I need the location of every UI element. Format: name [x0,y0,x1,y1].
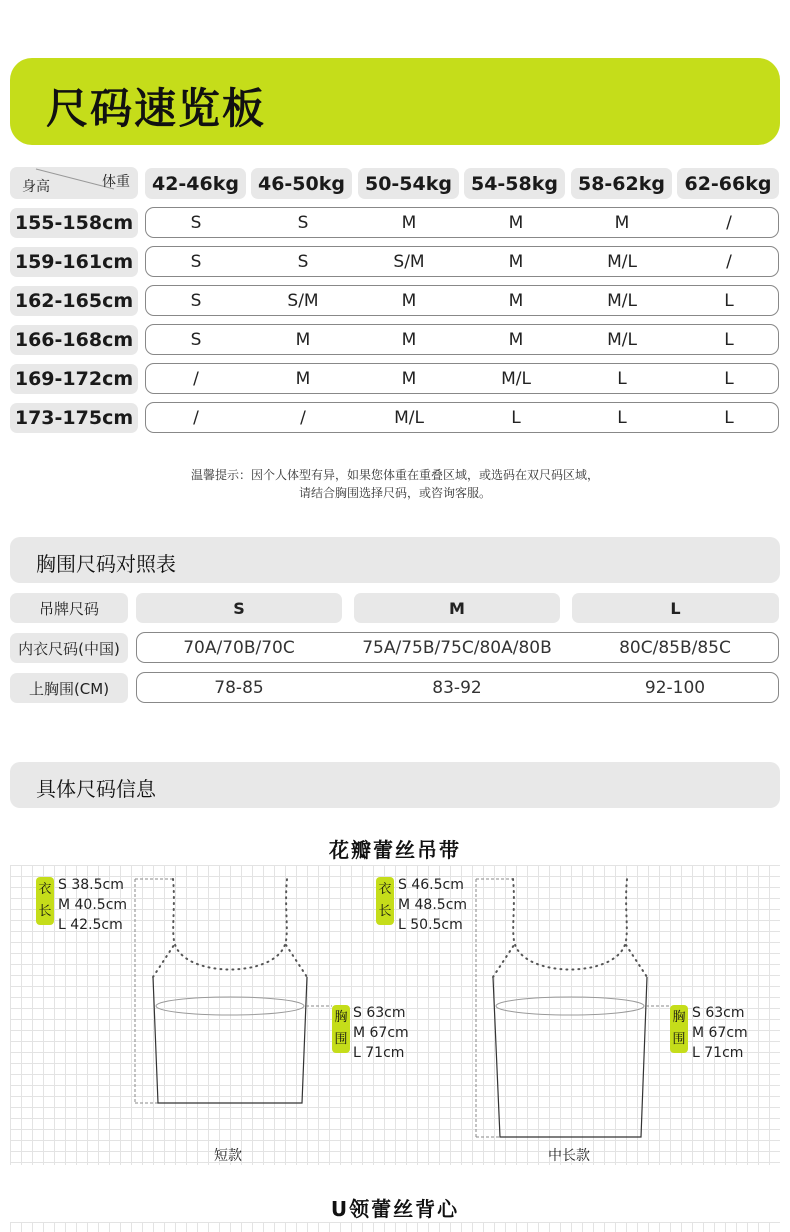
size-cell: M/L [607,291,637,311]
bust-label: 上胸围(CM) [10,673,128,703]
size-cell: M [614,213,630,233]
bust-tag [670,1005,688,1053]
header-banner [10,58,780,145]
size-cell: L [724,369,734,389]
size-cell: L [511,408,521,428]
page-title: 尺码速览板 [46,84,267,133]
product-title: U领蕾丝背心 [330,1197,460,1221]
bust-measurements [692,1003,748,1063]
size-cell: S [190,291,202,311]
weight-header: 50-54kg [358,168,459,199]
table-corner-header [10,167,138,199]
size-cell: M/L [607,252,637,272]
mid-style-caption: 中长款 [548,1148,590,1164]
bust-value-m: 83-92 [432,678,482,698]
height-label: 162-165cm [10,286,138,316]
size-cell: S [297,252,309,272]
tag-size-m: M [354,593,560,623]
size-cell: M/L [607,330,637,350]
tag-size-label: 吊牌尺码 [10,593,128,623]
tag-size-s: S [136,593,342,623]
size-cell: S [190,213,202,233]
size-cell: M [295,330,311,350]
detail-section-title: 具体尺码信息 [36,777,156,801]
size-cell: / [300,408,306,428]
size-cell: M [508,291,524,311]
size-cell: L [724,408,734,428]
length-tag [36,877,54,925]
bust-l: L 71cm [692,1045,744,1061]
corner-weight-label: 体重 [102,174,130,190]
size-cell: M [401,330,417,350]
length-tag-text: 衣长 [38,882,52,919]
bust-value-s: 78-85 [214,678,264,698]
length-l: L 42.5cm [58,917,123,933]
length-measurements [58,875,127,935]
size-cell: / [726,213,732,233]
table-row [145,285,779,316]
length-tag-text: 衣长 [378,882,392,919]
size-cell: S/M [393,252,425,272]
length-s: S 38.5cm [58,877,124,893]
product-title: 花瓣蕾丝吊带 [329,838,461,862]
size-cell: S/M [287,291,319,311]
detail-section-header [10,762,780,808]
height-label: 166-168cm [10,325,138,355]
size-cell: / [726,252,732,272]
bra-size-s: 70A/70B/70C [183,638,295,658]
bust-tag-text: 胸围 [672,1010,686,1047]
length-m: M 40.5cm [58,897,128,913]
size-cell: S [297,213,309,233]
weight-header: 46-50kg [251,168,352,199]
tag-size-l: L [572,593,779,623]
height-label: 155-158cm [10,208,138,238]
table-row [145,363,779,394]
length-s: S 46.5cm [398,877,464,893]
short-camisole-drawing [135,879,332,1103]
table-row [145,324,779,355]
bust-s: S 63cm [353,1005,406,1021]
bust-section-header [10,537,780,583]
size-cell: L [724,330,734,350]
length-m: M 48.5cm [398,897,468,913]
size-cell: L [617,408,627,428]
size-cell: S [190,252,202,272]
size-cell: S [190,330,202,350]
bust-tag [332,1005,350,1053]
bra-size-l: 80C/85B/85C [619,638,731,658]
size-diagram-grid [10,865,780,1165]
height-label: 169-172cm [10,364,138,394]
bra-size-label: 内衣尺码(中国) [10,633,128,663]
bust-tag-text: 胸围 [334,1010,348,1047]
size-cell: M [295,369,311,389]
short-style-caption: 短款 [214,1148,242,1164]
weight-header: 62-66kg [677,168,779,199]
size-cell: M/L [394,408,424,428]
bust-value-l: 92-100 [644,678,706,698]
tip-line-1: 温馨提示：因个人体型有异，如果您体重在重叠区域，或选码在双尺码区域， [190,468,599,482]
bra-size-m: 75A/75B/75C/80A/80B [362,638,552,658]
size-cell: M [508,330,524,350]
bust-l: L 71cm [353,1045,405,1061]
bust-section-title: 胸围尺码对照表 [36,552,176,576]
height-label: 173-175cm [10,403,138,433]
weight-header: 42-46kg [145,168,246,199]
corner-height-label: 身高 [22,179,50,195]
size-cell: L [617,369,627,389]
tip-line-2: 请结合胸围选择尺码，或咨询客服。 [298,486,491,500]
length-tag [376,877,394,925]
table-row [145,402,779,433]
mid-length-camisole-drawing [476,879,670,1137]
table-row [145,207,779,238]
length-l: L 50.5cm [398,917,463,933]
weight-header: 58-62kg [571,168,672,199]
size-cell: M [401,213,417,233]
height-label: 159-161cm [10,247,138,277]
size-cell: M [508,213,524,233]
weight-header: 54-58kg [464,168,565,199]
length-measurements [398,875,467,935]
size-diagram-grid [10,1222,780,1232]
size-cell: L [724,291,734,311]
size-cell: M [508,252,524,272]
bust-m: M 67cm [353,1025,409,1041]
bust-measurements [353,1003,409,1063]
bust-s: S 63cm [692,1005,745,1021]
bust-m: M 67cm [692,1025,748,1041]
size-cell: M [401,369,417,389]
table-row [145,246,779,277]
size-cell: / [193,408,199,428]
size-cell: M/L [501,369,531,389]
size-cell: / [193,369,199,389]
size-cell: M [401,291,417,311]
